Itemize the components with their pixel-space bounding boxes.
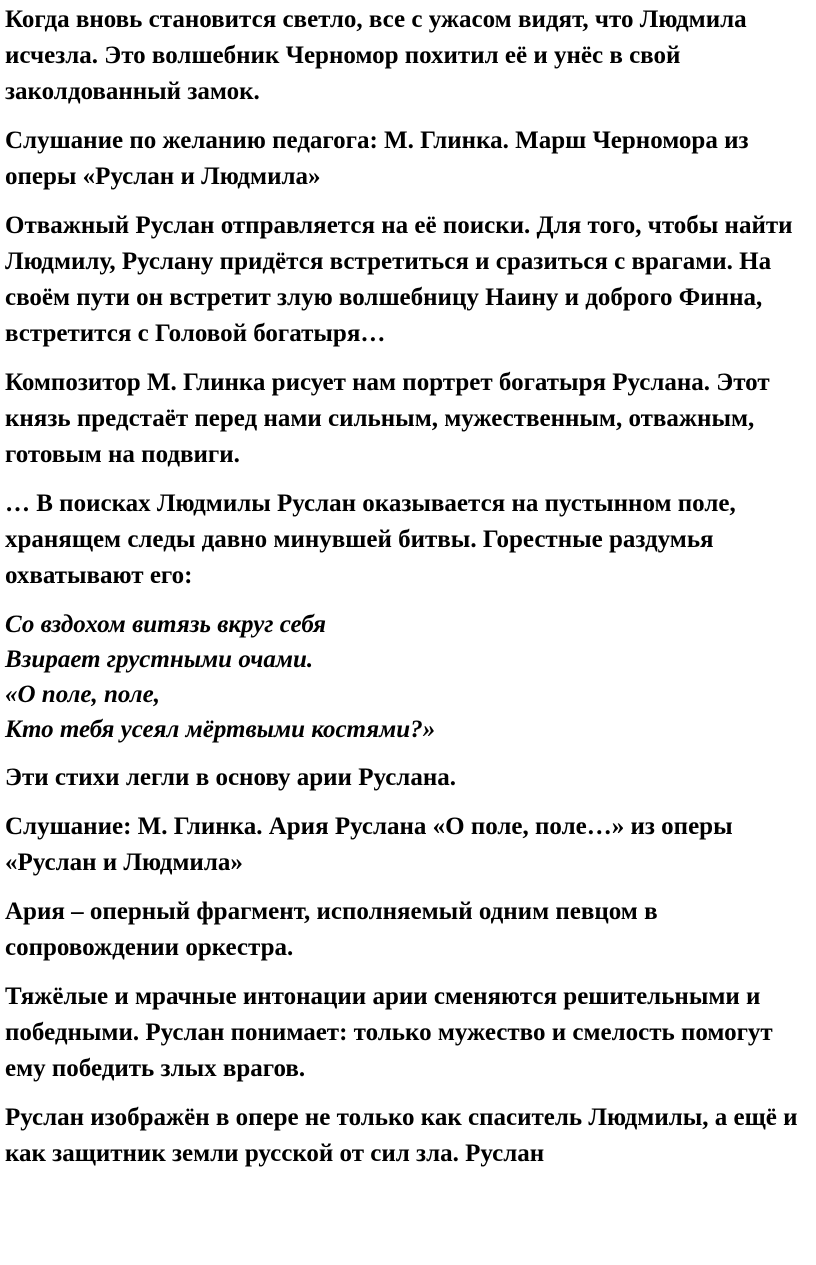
poem-quote <box>5 607 808 747</box>
poem-line: Со вздохом витязь вкруг себя <box>5 611 327 638</box>
paragraph-listening-chernomor-march: Слушание по желанию педагога: М. Глинка. Марш Черномора из оперы «Руслан и Людмила» <box>5 127 749 190</box>
paragraph-aria-intonations: Тяжёлые и мрачные интонации арии сменяются решительными и победными. Руслан понимает: только мужество и смелость помогут ему победить злых врагов. <box>5 983 773 1082</box>
poem-line: «О поле, поле, <box>5 681 160 708</box>
paragraph-ruslan-search: Отважный Руслан отправляется на её поиски. Для того, чтобы найти Людмилу, Руслану придётся встретиться и сразиться с врагами. На своём пути он встретит злую волшебницу Наину и доброго Финна, встретится с Головой богатыря… <box>5 212 793 347</box>
paragraph-listening-aria: Слушание: М. Глинка. Ария Руслана «О поле, поле…» из оперы «Руслан и Людмила» <box>5 813 733 876</box>
paragraph-ruslan-portrait: Композитор М. Глинка рисует нам портрет богатыря Руслана. Этот князь предстаёт перед нами сильным, мужественным, отважным, готовым на подвиги. <box>5 369 770 468</box>
paragraph-aria-basis: Эти стихи легли в основу арии Руслана. <box>5 764 456 791</box>
poem-line: Кто тебя усеял мёртвыми костями?» <box>5 716 436 743</box>
poem-line: Взирает грустными очами. <box>5 646 314 673</box>
paragraph-battlefield: … В поисках Людмилы Руслан оказывается на пустынном поле, хранящем следы давно минувшей битвы. Горестные раздумья охватывают его: <box>5 490 736 589</box>
paragraph-lyudmila-disappears: Когда вновь становится светло, все с ужасом видят, что Людмила исчезла. Это волшебник Черномор похитил её и унёс в свой заколдованный замок. <box>5 6 747 105</box>
paragraph-aria-definition: Ария – оперный фрагмент, исполняемый одним певцом в сопровождении оркестра. <box>5 898 658 961</box>
paragraph-ruslan-defender: Руслан изображён в опере не только как спаситель Людмилы, а ещё и как защитник земли русской от сил зла. Руслан <box>5 1104 798 1167</box>
